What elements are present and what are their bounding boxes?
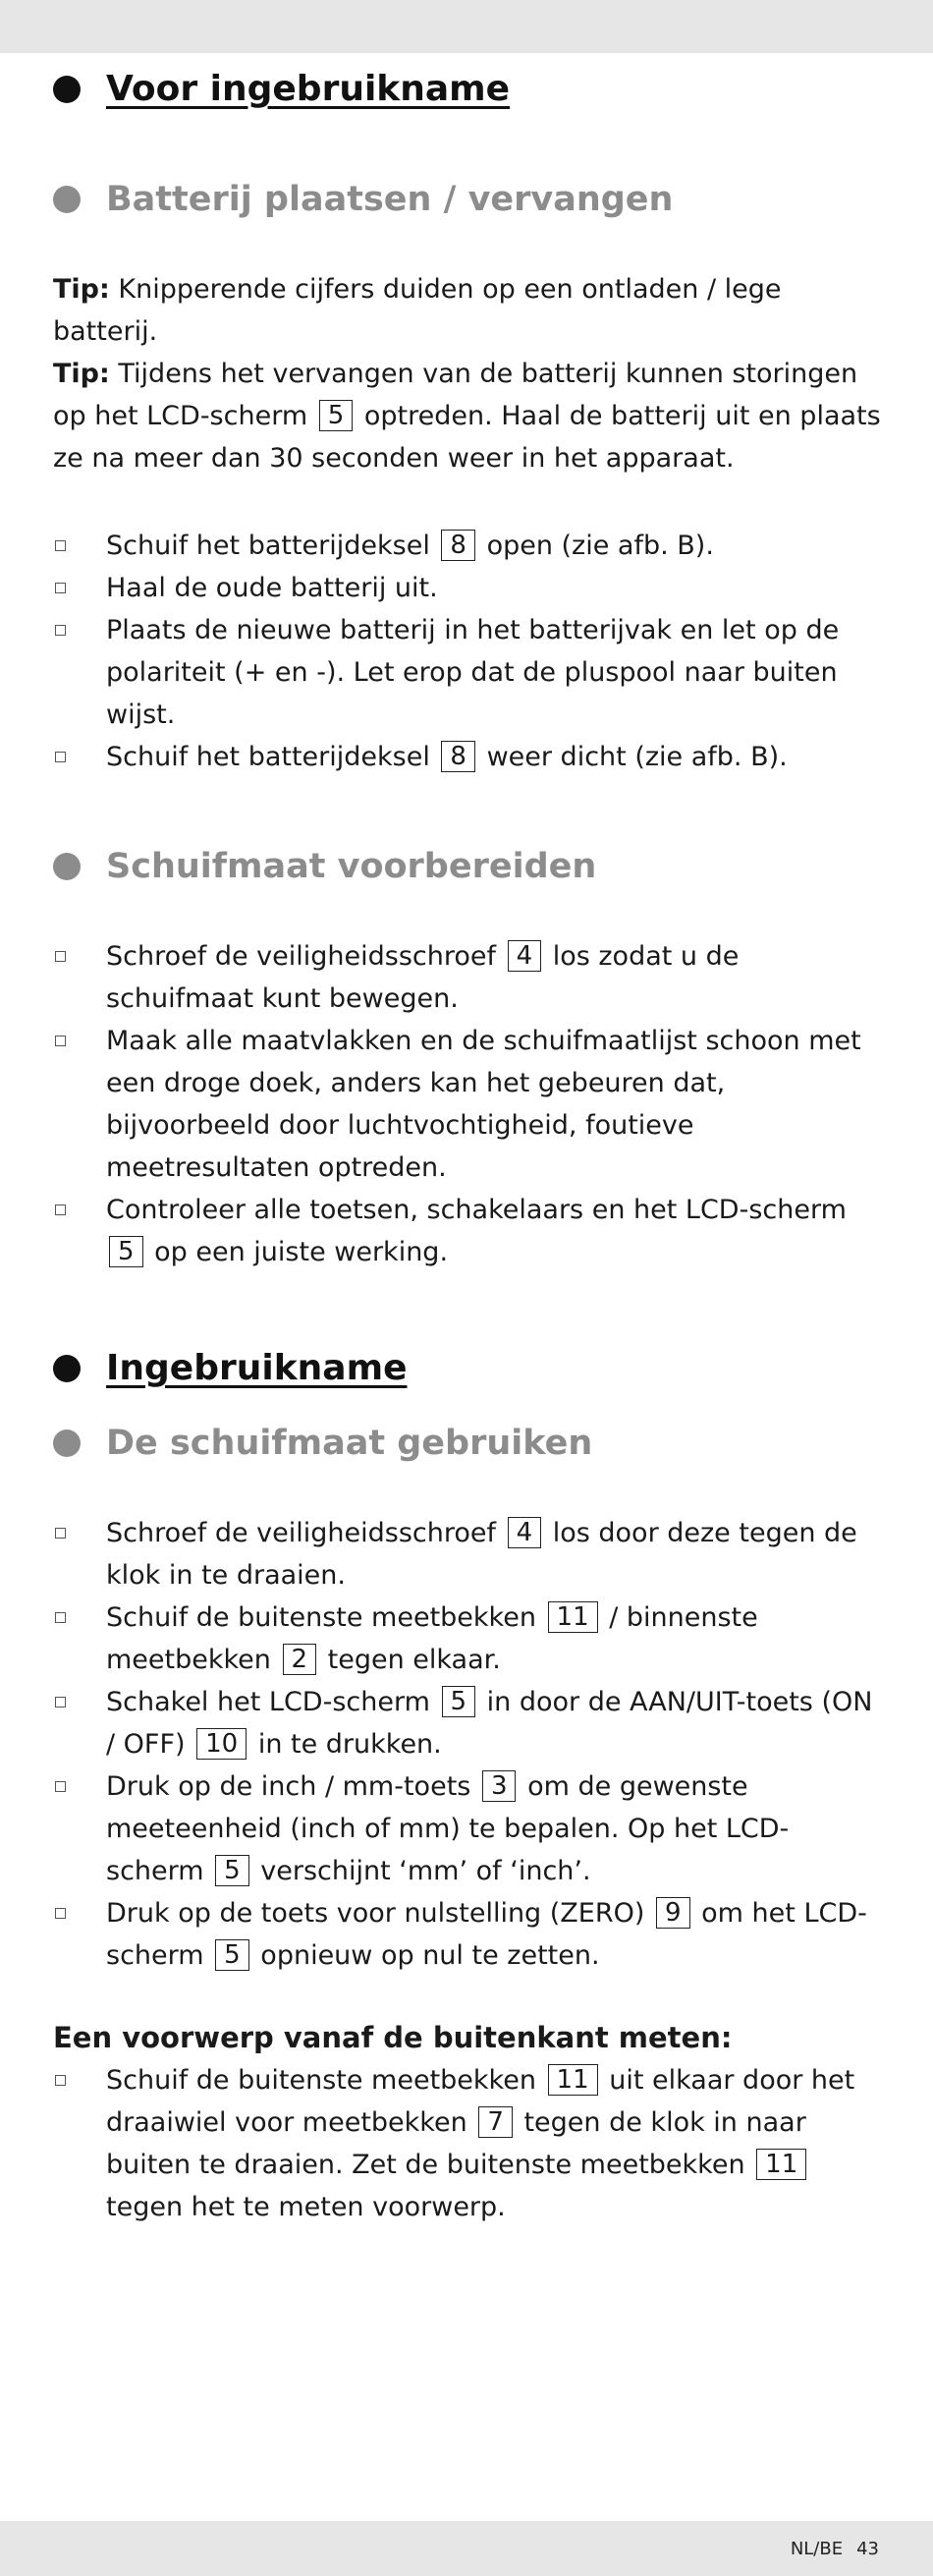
- ref-number: 11: [548, 1601, 598, 1633]
- list-item: [53, 736, 884, 778]
- list-item: [53, 935, 884, 1020]
- ref-number: 8: [441, 530, 475, 561]
- item-text: tegen de klok in naar buiten te draaien. Zet de buitenste meetbekken: [106, 2107, 806, 2180]
- item-text: Schuif de buitenste meetbekken: [106, 2065, 536, 2096]
- locale-label: NL/BE: [790, 2539, 844, 2559]
- heading-label: Ingebruikname: [106, 1348, 408, 1388]
- list-item: [53, 1020, 884, 1189]
- heading-schuifmaat-gebruiken: [53, 1424, 884, 1463]
- item-text: tegen elkaar.: [327, 1645, 501, 1675]
- item-text: om de gewenste meeteenheid (inch of mm) te bepalen. Op het LCD-scherm: [106, 1771, 790, 1886]
- circle-bullet-icon: [53, 1429, 81, 1457]
- list-item: [53, 1512, 884, 1596]
- list-item: [53, 1189, 884, 1273]
- outside-measure-steps: [53, 2059, 884, 2228]
- list-item: [53, 1681, 884, 1765]
- checkbox-square-icon: [55, 1528, 66, 1539]
- checkbox-square-icon: [55, 1612, 66, 1623]
- checkbox-square-icon: [55, 752, 66, 762]
- item-text: los zodat u de schuifmaat kunt bewegen.: [106, 941, 740, 1014]
- subheading-outside-measure: Een voorwerp vanaf de buitenkant meten:: [53, 2021, 733, 2054]
- item-text: / binnenste meetbekken: [106, 1602, 758, 1675]
- checkbox-square-icon: [55, 625, 66, 636]
- ref-number: 11: [756, 2149, 806, 2180]
- list-item: [53, 567, 884, 609]
- tip-paragraph-2: [53, 353, 884, 479]
- ref-number: 11: [548, 2064, 598, 2096]
- item-text: Schuif het batterijdeksel: [106, 742, 430, 772]
- circle-bullet-icon: [53, 1355, 81, 1382]
- checkbox-square-icon: [55, 540, 66, 551]
- heading-ingebruikname: [53, 1348, 884, 1388]
- circle-bullet-icon: [53, 853, 81, 880]
- item-text: los door deze tegen de klok in te draaien.: [106, 1518, 857, 1591]
- battery-steps: [53, 525, 884, 778]
- tip-label: Tip:: [53, 274, 110, 305]
- checkbox-square-icon: [55, 1781, 66, 1792]
- list-item: [53, 1765, 884, 1892]
- item-text: Plaats de nieuwe batterij in het batterijvak en let op de polariteit (+ en -). Let erop dat de pluspool naar buiten wijst.: [106, 615, 840, 730]
- item-text: Maak alle maatvlakken en de schuifmaatlijst schoon met een droge doek, anders kan het gebeuren dat, bijvoorbeeld door luchtvochtigheid, foutieve meetresultaten optreden.: [106, 1026, 861, 1183]
- tip-label: Tip:: [53, 359, 110, 389]
- checkbox-square-icon: [55, 2075, 66, 2086]
- checkbox-square-icon: [55, 1697, 66, 1708]
- ref-number: 2: [283, 1644, 317, 1675]
- heading-schuifmaat-voorbereiden: [53, 847, 884, 886]
- circle-bullet-icon: [53, 186, 81, 213]
- heading-label: Batterij plaatsen / vervangen: [106, 180, 674, 219]
- page-number: 43: [856, 2539, 879, 2559]
- heading-label: De schuifmaat gebruiken: [106, 1424, 593, 1463]
- ref-number: 5: [442, 1686, 476, 1717]
- heading-voor-ingebruikname: [53, 69, 884, 109]
- list-item: [53, 525, 884, 567]
- checkbox-square-icon: [55, 951, 66, 962]
- item-text: weer dicht (zie afb. B).: [486, 742, 788, 772]
- heading-label: Voor ingebruikname: [106, 69, 511, 109]
- item-text: open (zie afb. B).: [486, 531, 714, 561]
- tip-paragraph-1: [53, 268, 884, 353]
- list-item: [53, 1892, 884, 1977]
- item-text: in door de AAN/UIT-toets (ON / OFF): [106, 1687, 873, 1760]
- item-text: in te drukken.: [257, 1729, 442, 1760]
- item-text: Controleer alle toetsen, schakelaars en het LCD-scherm: [106, 1195, 847, 1225]
- tip-text: optreden. Haal de batterij uit en plaats ze na meer dan 30 seconden weer in het apparaat.: [53, 401, 881, 474]
- preparation-steps: [53, 935, 884, 1273]
- ref-number: 5: [215, 1939, 249, 1971]
- checkbox-square-icon: [55, 583, 66, 593]
- item-text: Schroef de veiligheidsschroef: [106, 941, 496, 972]
- checkbox-square-icon: [55, 1036, 66, 1046]
- item-text: Druk op de toets voor nulstelling (ZERO): [106, 1898, 645, 1929]
- page-footer: [777, 2539, 879, 2559]
- item-text: opnieuw op nul te zetten.: [260, 1940, 600, 1971]
- ref-number: 5: [319, 400, 354, 431]
- list-item: [53, 2059, 884, 2228]
- item-text: uit elkaar door het draaiwiel voor meetbekken: [106, 2065, 855, 2138]
- item-text: tegen het te meten voorwerp.: [106, 2192, 506, 2222]
- manual-page: [53, 53, 884, 2228]
- item-text: verschijnt ‘mm’ of ‘inch’.: [260, 1856, 591, 1886]
- circle-bullet-icon: [53, 76, 81, 103]
- ref-number: 5: [215, 1855, 249, 1886]
- top-band: [0, 0, 933, 53]
- item-text: Schuif het batterijdeksel: [106, 531, 430, 561]
- list-item: [53, 609, 884, 736]
- heading-label: Schuifmaat voorbereiden: [106, 847, 597, 886]
- checkbox-square-icon: [55, 1204, 66, 1215]
- item-text: Schakel het LCD-scherm: [106, 1687, 430, 1717]
- item-text: Schroef de veiligheidsschroef: [106, 1518, 496, 1548]
- ref-number: 8: [441, 741, 475, 772]
- usage-steps: [53, 1512, 884, 1977]
- ref-number: 4: [508, 940, 542, 972]
- item-text: Schuif de buitenste meetbekken: [106, 1602, 536, 1633]
- ref-number: 3: [482, 1770, 517, 1802]
- ref-number: 4: [508, 1517, 542, 1548]
- footer-band: [0, 2521, 933, 2576]
- item-text: Haal de oude batterij uit.: [106, 573, 438, 603]
- ref-number: 10: [196, 1728, 247, 1760]
- tip-text: Knipperende cijfers duiden op een ontladen / lege batterij.: [53, 274, 782, 347]
- tip-text: Tijdens het vervangen van de batterij kunnen storingen op het LCD-scherm: [53, 359, 858, 431]
- checkbox-square-icon: [55, 1908, 66, 1919]
- ref-number: 9: [656, 1897, 690, 1929]
- ref-number: 5: [109, 1236, 143, 1267]
- item-text: Druk op de inch / mm-toets: [106, 1771, 471, 1802]
- list-item: [53, 1596, 884, 1681]
- item-text: om het LCD-scherm: [106, 1898, 867, 1971]
- item-text: op een juiste werking.: [154, 1237, 449, 1267]
- ref-number: 7: [478, 2106, 513, 2138]
- heading-batterij: [53, 180, 884, 219]
